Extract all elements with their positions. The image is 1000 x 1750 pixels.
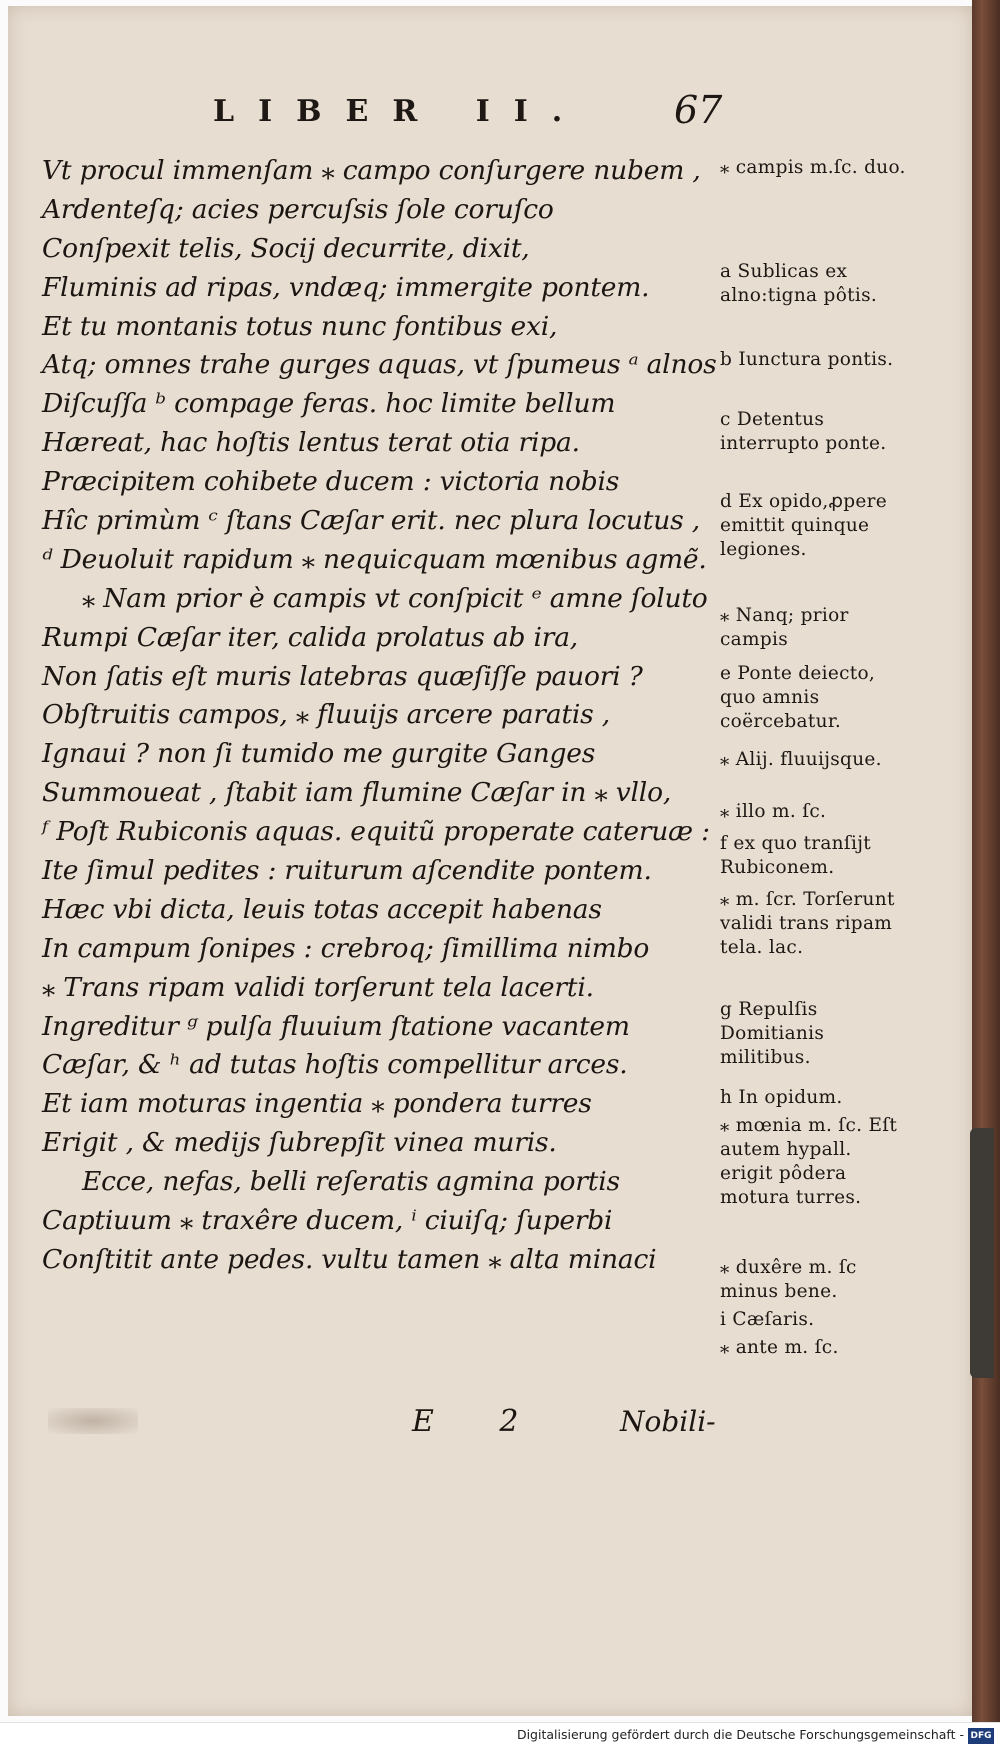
verse-line: Hæc vbi dicta, leuis totas accepit habenas: [42, 893, 602, 925]
verse-line: Et tu montanis totus nunc fontibus exi,: [42, 310, 558, 342]
verse-line: Hæreat, hac hoſtis lentus terat otia ripa.: [42, 427, 580, 459]
marginal-note: ⁎ mœnia m. ſc. Eſt autem hypall. erigit pôdera motura turres.: [720, 1115, 898, 1208]
signature-mark: E 2: [412, 1404, 547, 1439]
verse-line: ⁎ Nam prior è campis vt conſpicit ᵉ amne ſoluto: [82, 582, 708, 614]
verse-line: Captiuum ⁎ traxêre ducem, ⁱ ciuiſq; ſuperbi: [42, 1205, 613, 1237]
verse-line: Conſpexit telis, Socij decurrite, dixit,: [42, 232, 530, 264]
verse-line: Cæſar, & ʰ ad tutas hoſtis compellitur arces.: [42, 1049, 628, 1081]
marginal-note: c Detentus interrupto ponte.: [720, 409, 887, 454]
verse-line: Non ſatis eſt muris latebras quæſiſſe pauori ?: [42, 660, 643, 692]
book-page: [8, 6, 974, 1716]
verse-line: Hîc primùm ᶜ ſtans Cæſar erit. nec plura locutus ,: [42, 505, 700, 537]
marginal-note: h In opidum.: [720, 1087, 843, 1108]
verse-line: Diſcuſſa ᵇ compage feras. hoc limite bellum: [42, 388, 616, 420]
credit-bar: [0, 1722, 1000, 1750]
marginal-note: ⁎ illo m. ſc.: [720, 801, 827, 822]
marginal-note: f ex quo tranſijt Rubiconem.: [720, 833, 872, 878]
verse-line: Ingreditur ᵍ pulſa fluuium ſtatione vacantem: [42, 1010, 630, 1042]
marginal-note: ⁎ duxêre m. ſc minus bene.: [720, 1257, 857, 1302]
marginal-note: ⁎ campis m.ſc. duo.: [720, 157, 906, 178]
verse-line: ⁎ Trans ripam validi torſerunt tela lacerti.: [42, 971, 594, 1003]
page-number: 67: [674, 88, 723, 132]
verse-line: Et iam moturas ingentia ⁎ pondera turres: [42, 1088, 592, 1120]
verse-line: Fluminis ad ripas, vndæq; immergite pontem.: [42, 271, 650, 303]
dfg-logo-icon: DFG: [968, 1728, 994, 1744]
verse-line: Summoueat , ſtabit iam flumine Cæſar in ⁎ vllo,: [42, 777, 672, 809]
verse-line: Erigit , & medijs ſubrepſit vinea muris.: [42, 1127, 557, 1159]
verse-line: ᵈ Deuoluit rapidum ⁎ nequicquam mœnibus agmẽ.: [42, 543, 707, 575]
marginal-note: g Repulſis Domitianis militibus.: [720, 999, 825, 1068]
book-cover-edge: [972, 0, 1000, 1722]
verse-line: Ecce, nefas, belli reſeratis agmina portis: [82, 1166, 620, 1198]
catchword: Nobili-: [620, 1405, 716, 1438]
verse-line: Conſtitit ante pedes. vultu tamen ⁎ alta minaci: [42, 1243, 657, 1275]
verse-line: Obſtruitis campos, ⁎ fluuijs arcere paratis ,: [42, 699, 611, 731]
verse-line: Vt procul immenſam ⁎ campo conſurgere nubem ,: [42, 155, 701, 186]
ink-smudge: [48, 1408, 138, 1434]
funding-credit: Digitalisierung gefördert durch die Deutsche Forschungsgemeinschaft -: [516, 1727, 964, 1742]
marginal-note: a Sublicas ex alno:tigna pôtis.: [720, 261, 878, 306]
running-head: LIBER II.: [213, 94, 587, 129]
verse-line: Ite ſimul pedites : ruiturum aſcendite pontem.: [42, 855, 652, 887]
verse-line: Ardenteſq; acies percuſsis ſole coruſco: [42, 193, 554, 225]
marginal-note: e Ponte deiecto, quo amnis coërcebatur.: [720, 663, 876, 732]
marginal-note: b Iunctura pontis.: [720, 349, 894, 370]
marginal-note: i Cæſaris.: [720, 1309, 815, 1330]
verse-line: Atq; omnes trahe gurges aquas, vt ſpumeus ᵃ alnos: [42, 349, 717, 381]
marginal-note: ⁎ m. ſcr. Torſerunt validi trans ripam tela. lac.: [720, 889, 895, 958]
verse-block: [42, 152, 732, 1280]
marginal-notes: [720, 6, 910, 1456]
marginal-note: ⁎ Nanq; prior campis: [720, 605, 849, 650]
verse-line: Præcipitem cohibete ducem : victoria nobis: [42, 466, 620, 498]
verse-line: ᶠ Poſt Rubiconis aquas. equitũ properate cateruæ :: [42, 816, 710, 848]
marginal-note: ⁎ Alij. fluuijsque.: [720, 749, 882, 770]
marginal-note: d Ex opido,ꝓpere emittit quinque legiones.: [720, 491, 888, 560]
verse-line: Ignaui ? non ſi tumido me gurgite Ganges: [42, 738, 596, 770]
marginal-note: ⁎ ante m. ſc.: [720, 1337, 839, 1358]
verse-line: Rumpi Cæſar iter, calida prolatus ab ira,: [42, 621, 579, 653]
cover-clasp: [970, 1128, 994, 1378]
verse-line: In campum ſonipes : crebroq; ſimillima nimbo: [42, 932, 650, 964]
